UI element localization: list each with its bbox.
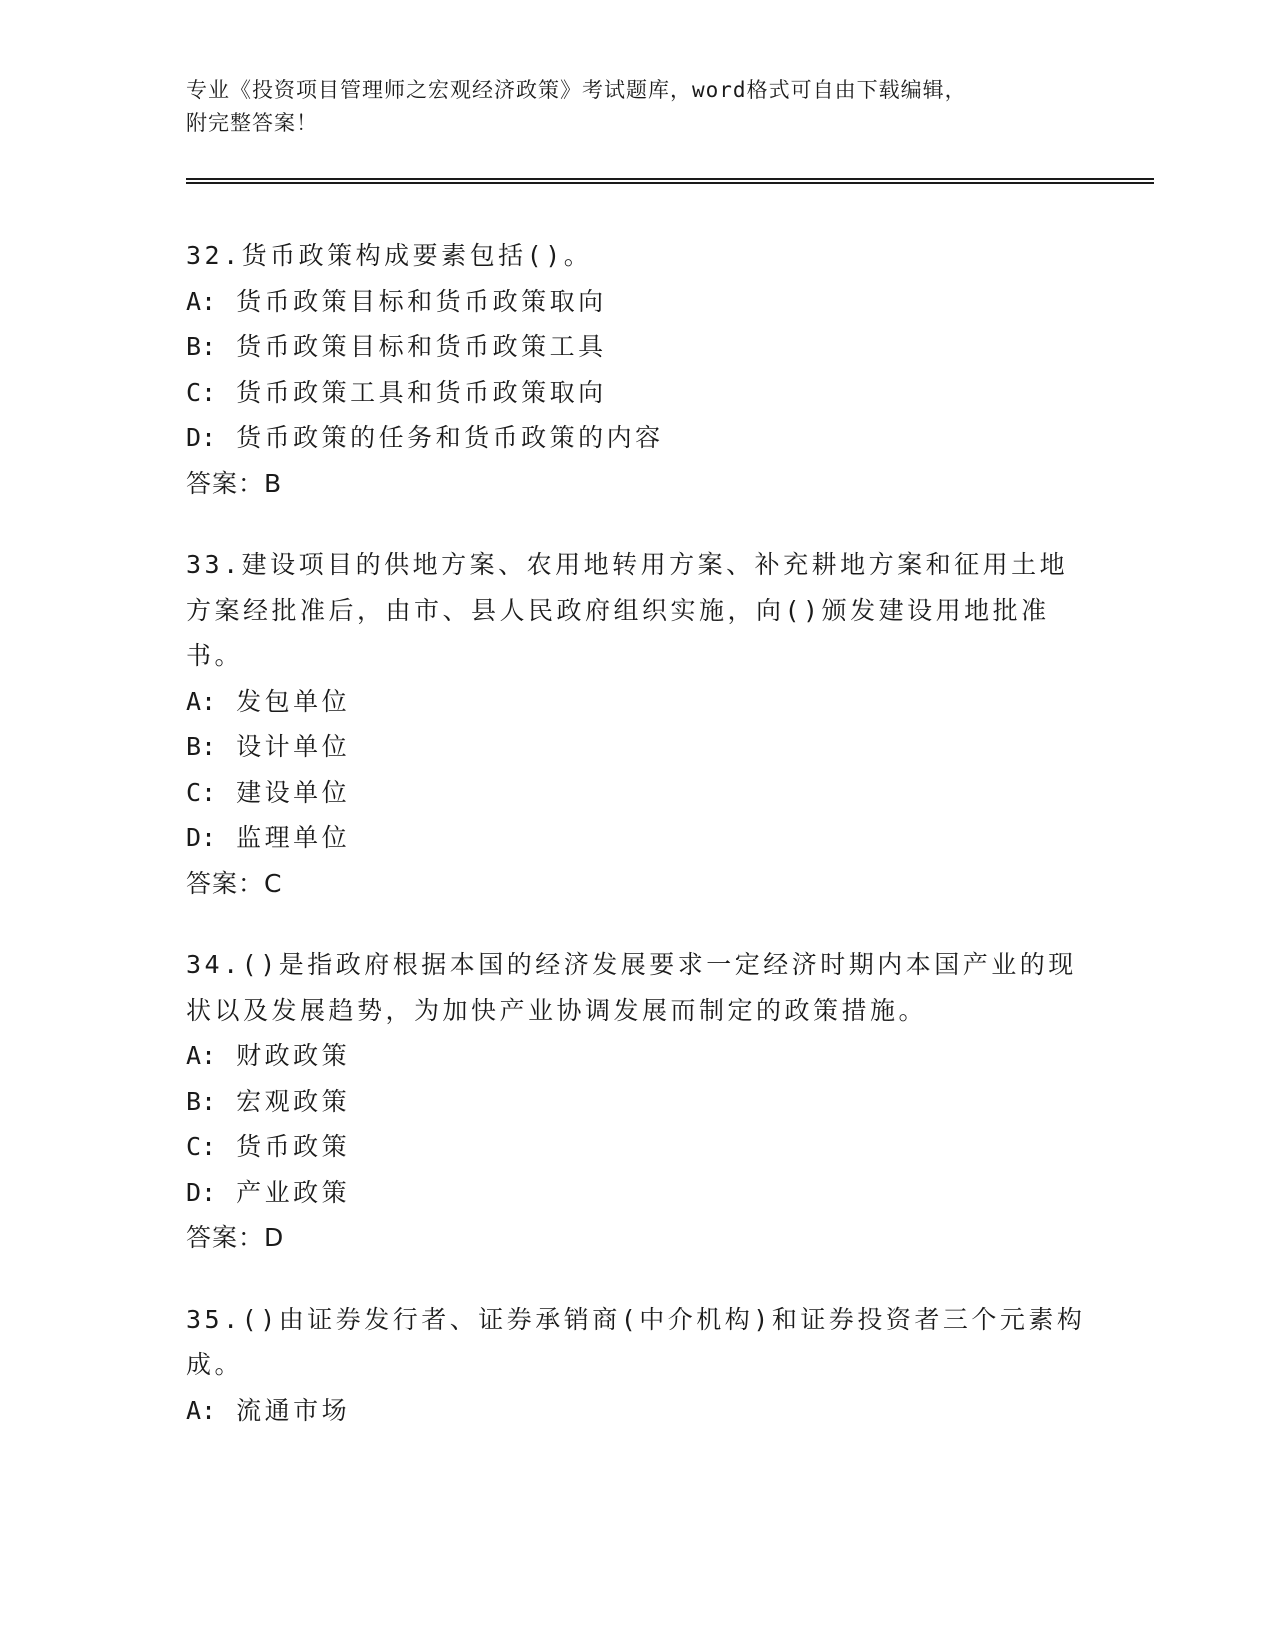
option-a (186, 679, 1086, 725)
option-letter: C: (186, 1132, 217, 1161)
option-text: 发包单位 (236, 686, 351, 716)
option-letter: D: (186, 1177, 217, 1207)
option-a (186, 1033, 1086, 1079)
option-letter: C: (186, 777, 217, 807)
question-text: 32.货币政策构成要素包括()。 (186, 241, 593, 270)
question-text: 33.建设项目的供地方案、农用地转用方案、补充耕地方案和征用土地方案经批准后，由市、县人民政府组织实施，向()颁发建设用地批准书。 (186, 550, 1069, 670)
question-list (186, 233, 1086, 1469)
question-33 (186, 542, 1086, 906)
option-text: 宏观政策 (236, 1086, 351, 1116)
option-text: 货币政策的任务和货币政策的内容 (236, 423, 664, 452)
option-letter: A: (186, 1395, 217, 1425)
answer-line: 答案：B (186, 468, 283, 498)
option-d (186, 415, 1086, 461)
option-letter: D: (186, 823, 217, 852)
option-text: 货币政策目标和货币政策工具 (236, 332, 607, 361)
option-b (186, 324, 1086, 370)
option-d (186, 1170, 1086, 1216)
header-divider (186, 178, 1154, 184)
option-text: 设计单位 (236, 732, 351, 761)
option-text: 货币政策工具和货币政策取向 (236, 377, 607, 407)
option-c (186, 1124, 1086, 1170)
option-letter: A: (186, 1041, 217, 1070)
question-32 (186, 233, 1086, 506)
option-letter: A: (186, 686, 217, 716)
option-letter: B: (186, 332, 217, 361)
option-b (186, 1079, 1086, 1125)
answer-line: 答案：C (186, 868, 283, 898)
answer-line: 答案：D (186, 1223, 285, 1252)
option-text: 流通市场 (236, 1395, 351, 1425)
question-text: 34.()是指政府根据本国的经济发展要求一定经济时期内本国产业的现状以及发展趋势，为加快产业协调发展而制定的政策措施。 (186, 950, 1077, 1025)
document-header (186, 74, 1086, 140)
option-text: 货币政策目标和货币政策取向 (236, 286, 607, 316)
header-line-1: 专业《投资项目管理师之宏观经济政策》考试题库，word格式可自由下载编辑， (186, 78, 967, 102)
option-a (186, 279, 1086, 325)
option-text: 产业政策 (236, 1177, 351, 1207)
option-letter: A: (186, 286, 217, 316)
option-text: 监理单位 (236, 823, 351, 852)
option-letter: D: (186, 423, 217, 452)
question-35 (186, 1297, 1086, 1434)
option-text: 货币政策 (236, 1132, 351, 1161)
option-b (186, 724, 1086, 770)
option-a (186, 1388, 1086, 1434)
question-text: 35.()由证券发行者、证券承销商(中介机构)和证券投资者三个元素构成。 (186, 1304, 1086, 1379)
option-d (186, 815, 1086, 861)
option-c (186, 770, 1086, 816)
option-letter: B: (186, 732, 217, 761)
option-c (186, 370, 1086, 416)
option-letter: C: (186, 377, 217, 407)
option-text: 财政政策 (236, 1041, 351, 1070)
question-34 (186, 942, 1086, 1261)
header-line-2: 附完整答案！ (186, 111, 318, 135)
option-letter: B: (186, 1086, 217, 1116)
option-text: 建设单位 (236, 777, 351, 807)
